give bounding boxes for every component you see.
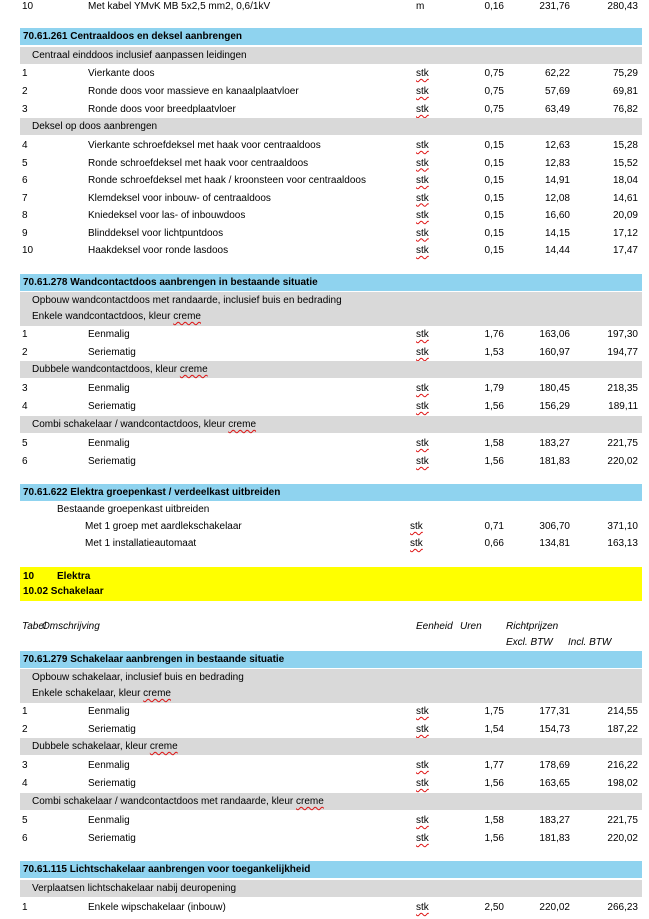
row-hours: 2,50 — [484, 902, 504, 913]
row-price-incl: 20,09 — [612, 210, 638, 221]
row-hours: 0,15 — [484, 175, 504, 186]
row-hours: 1,79 — [484, 383, 504, 394]
row-unit: stk — [416, 833, 429, 844]
row-description: Eenmalig — [88, 706, 130, 717]
row-price-excl: 14,44 — [544, 245, 570, 256]
row-price-incl: 18,04 — [612, 175, 638, 186]
row-description: Enkele wipschakelaar (inbouw) — [88, 902, 226, 913]
group-header-part: Dubbele schakelaar, kleur — [32, 741, 150, 752]
group-header-text — [32, 416, 256, 433]
table-row — [20, 137, 642, 154]
col-omschrijving: Omschrijving — [42, 621, 100, 632]
row-hours: 0,75 — [484, 86, 504, 97]
row-description: Blinddeksel voor lichtpuntdoos — [88, 227, 224, 239]
row-hours: 1,53 — [484, 347, 504, 358]
row-hours: 1,56 — [484, 456, 504, 467]
col-uren: Uren — [460, 621, 482, 632]
group-header — [20, 361, 642, 378]
row-price-excl: 63,49 — [544, 104, 570, 115]
row-unit: stk — [416, 104, 429, 115]
row-description: Haakdeksel voor ronde lasdoos — [88, 245, 229, 256]
table-row — [20, 101, 642, 118]
row-description: Met 1 installatieautomaat — [85, 538, 197, 549]
row-price-incl: 197,30 — [607, 329, 638, 340]
row-hours: 0,15 — [484, 192, 504, 204]
row-number: 6 — [22, 833, 28, 844]
row-price-incl: 17,47 — [612, 245, 638, 256]
row-unit: stk — [410, 521, 423, 532]
row-price-incl: 163,13 — [607, 538, 638, 549]
row-number: 8 — [22, 210, 28, 221]
group-header-text — [32, 738, 178, 755]
row-unit: stk — [416, 329, 429, 340]
row-price-excl: 181,83 — [539, 456, 570, 467]
row-price-excl: 12,08 — [544, 192, 570, 204]
group-header-text — [32, 793, 324, 810]
row-number: 7 — [22, 192, 28, 204]
row-number: 6 — [22, 456, 28, 467]
table-row — [20, 757, 642, 774]
section-title — [20, 861, 642, 878]
row-unit: stk — [416, 227, 429, 239]
row-price-incl: 216,22 — [607, 760, 638, 771]
row-unit: stk — [416, 438, 429, 449]
row-unit: m — [416, 1, 425, 12]
row-number: 1 — [22, 706, 28, 717]
group-header-text — [32, 308, 201, 325]
section-title-text: 70.61.278 Wandcontactdoos aanbrengen in bestaande situatie — [23, 277, 318, 288]
row-description: Ronde doos voor breedplaatvloer — [88, 104, 236, 115]
group-header — [20, 501, 642, 518]
spellcheck-word: creme — [228, 419, 257, 430]
row-unit: stk — [416, 68, 429, 79]
row-description: Eenmalig — [88, 329, 130, 340]
table-row — [20, 0, 642, 15]
group-header-part: Combi schakelaar / wandcontactdoos met randaarde, kleur — [32, 796, 297, 807]
row-description: Eenmalig — [88, 815, 130, 826]
column-header — [20, 620, 642, 650]
row-description: Kniedeksel voor las- of inbouwdoos — [88, 210, 246, 221]
section-title — [20, 274, 642, 291]
table-row — [20, 435, 642, 452]
row-description: Met 1 groep met aardlekschakelaar — [85, 521, 242, 532]
row-number: 4 — [22, 778, 28, 789]
col-incl-btw: Incl. BTW — [568, 637, 612, 648]
row-price-incl: 220,02 — [607, 456, 638, 467]
row-unit: stk — [416, 175, 429, 186]
row-price-excl: 163,06 — [539, 329, 570, 340]
spellcheck-word: creme — [296, 796, 324, 807]
col-richtprijzen: Richtprijzen — [506, 621, 559, 632]
table-row — [20, 344, 642, 361]
row-description: Eenmalig — [88, 760, 130, 771]
row-unit: stk — [416, 192, 429, 204]
row-price-excl: 154,73 — [539, 724, 570, 735]
row-price-excl: 12,63 — [544, 140, 570, 151]
row-unit: stk — [416, 245, 429, 256]
row-unit: stk — [416, 902, 429, 913]
table-row — [20, 398, 642, 415]
row-hours: 0,75 — [484, 68, 504, 79]
row-hours: 0,71 — [484, 521, 504, 532]
table-row — [20, 190, 642, 207]
row-description: Seriematig — [88, 347, 136, 358]
table-row — [20, 721, 642, 738]
row-price-incl: 69,81 — [612, 86, 638, 97]
row-price-incl: 187,22 — [607, 724, 638, 735]
table-row — [20, 703, 642, 720]
row-price-excl: 160,97 — [539, 347, 570, 358]
row-unit: stk — [416, 815, 429, 826]
table-row — [20, 326, 642, 343]
row-hours: 0,15 — [484, 227, 504, 239]
group-header-text: Bestaande groepenkast uitbreiden — [57, 504, 210, 515]
row-price-excl: 178,69 — [539, 760, 570, 771]
table-row — [20, 380, 642, 397]
row-hours: 0,66 — [484, 538, 504, 549]
row-hours: 1,76 — [484, 329, 504, 340]
table-row — [20, 775, 642, 792]
row-number: 6 — [22, 175, 28, 186]
row-unit: stk — [416, 140, 429, 151]
table-row — [20, 65, 642, 82]
group-header — [20, 292, 642, 326]
table-row — [20, 172, 642, 189]
row-description: Ronde schroefdeksel met haak voor centraaldoos — [88, 157, 309, 169]
row-price-excl: 183,27 — [539, 815, 570, 826]
spellcheck-word: creme — [173, 311, 201, 322]
row-hours: 0,15 — [484, 245, 504, 256]
group-header-text — [32, 685, 171, 702]
row-unit: stk — [416, 456, 429, 467]
spellcheck-word: creme — [149, 741, 178, 752]
row-price-incl: 280,43 — [607, 1, 638, 12]
chapter-number: 10 — [23, 571, 35, 582]
group-header — [20, 880, 642, 897]
row-price-incl: 76,82 — [612, 104, 638, 115]
row-number: 3 — [22, 104, 28, 115]
spellcheck-word: creme — [143, 688, 171, 699]
row-price-incl: 218,35 — [607, 383, 638, 394]
col-excl-btw: Excl. BTW — [506, 637, 553, 648]
row-unit: stk — [416, 778, 429, 789]
row-hours: 0,75 — [484, 104, 504, 115]
row-description: Seriematig — [88, 833, 136, 844]
group-header-text: Opbouw wandcontactdoos met randaarde, inclusief buis en bedrading — [32, 295, 342, 306]
group-header — [20, 669, 642, 703]
row-price-excl: 12,83 — [544, 157, 570, 169]
row-unit: stk — [416, 86, 429, 97]
row-price-incl: 371,10 — [607, 521, 638, 532]
section-title — [20, 28, 642, 45]
row-number: 1 — [22, 68, 28, 79]
row-price-incl: 189,11 — [608, 401, 638, 412]
row-hours: 0,15 — [484, 210, 504, 221]
chapter-subtitle: 10.02 Schakelaar — [23, 586, 104, 597]
group-header-part: Enkele wandcontactdoos, kleur — [32, 311, 174, 322]
row-number: 3 — [22, 383, 28, 394]
row-hours: 1,56 — [484, 401, 504, 412]
row-price-excl: 306,70 — [539, 521, 570, 532]
group-header — [20, 47, 642, 64]
row-price-incl: 15,52 — [612, 157, 638, 169]
row-price-excl: 156,29 — [539, 401, 570, 412]
row-price-incl: 194,77 — [607, 347, 638, 358]
table-row — [20, 83, 642, 100]
row-price-excl: 231,76 — [539, 1, 570, 12]
row-hours: 1,56 — [484, 778, 504, 789]
row-description: Ronde schroefdeksel met haak / kroonsteen voor centraaldoos — [88, 175, 366, 186]
section-title-text: 70.61.115 Lichtschakelaar aanbrengen voor toegankelijkheid — [23, 864, 311, 875]
row-number: 9 — [22, 227, 28, 239]
row-number: 5 — [22, 438, 28, 449]
row-number: 2 — [22, 724, 28, 735]
row-description: Seriematig — [88, 724, 136, 735]
row-hours: 0,15 — [484, 140, 504, 151]
spellcheck-word: creme — [179, 364, 208, 375]
row-price-excl: 16,60 — [544, 210, 570, 221]
group-header-text: Deksel op doos aanbrengen — [32, 121, 158, 132]
group-header-text: Opbouw schakelaar, inclusief buis en bedrading — [32, 672, 244, 683]
row-unit: stk — [416, 157, 429, 169]
table-row — [20, 518, 642, 535]
table-row — [20, 207, 642, 224]
row-number: 1 — [22, 902, 28, 913]
row-number: 5 — [22, 157, 28, 169]
row-price-incl: 214,55 — [607, 706, 638, 717]
row-price-incl: 220,02 — [607, 833, 638, 844]
row-price-incl: 221,75 — [607, 438, 638, 449]
row-number: 4 — [22, 401, 28, 412]
row-description: Met kabel YMvK MB 5x2,5 mm2, 0,6/1kV — [88, 1, 271, 12]
section-title — [20, 484, 642, 501]
row-unit: stk — [416, 706, 429, 717]
group-header-part: Dubbele wandcontactdoos, kleur — [32, 364, 180, 375]
row-number: 1 — [22, 329, 28, 340]
row-hours: 1,54 — [484, 724, 504, 735]
table-row — [20, 830, 642, 847]
row-price-incl: 266,23 — [607, 902, 638, 913]
row-number: 3 — [22, 760, 28, 771]
row-price-excl: 62,22 — [544, 68, 570, 79]
table-row — [20, 225, 642, 242]
row-unit: stk — [416, 347, 429, 358]
row-description: Seriematig — [88, 778, 136, 789]
group-header — [20, 738, 642, 755]
table-row — [20, 535, 642, 552]
row-description: Eenmalig — [88, 383, 130, 394]
row-description: Seriematig — [88, 401, 136, 412]
row-price-excl: 163,65 — [539, 778, 570, 789]
row-number: 2 — [22, 86, 28, 97]
chapter-band — [20, 567, 642, 601]
row-price-incl: 198,02 — [607, 778, 638, 789]
table-row — [20, 899, 642, 916]
table-row — [20, 812, 642, 829]
row-price-excl: 183,27 — [539, 438, 570, 449]
table-row — [20, 155, 642, 172]
row-number: 2 — [22, 347, 28, 358]
row-price-incl: 15,28 — [612, 140, 638, 151]
row-price-excl: 57,69 — [544, 86, 570, 97]
group-header-text: Centraal einddoos inclusief aanpassen leidingen — [32, 50, 247, 61]
group-header — [20, 118, 642, 135]
row-price-excl: 134,81 — [539, 538, 570, 549]
row-hours: 1,56 — [484, 833, 504, 844]
col-eenheid: Eenheid — [416, 621, 453, 632]
row-price-incl: 75,29 — [612, 68, 638, 79]
row-hours: 1,58 — [484, 815, 504, 826]
section-title-text: 70.61.622 Elektra groepenkast / verdeelkast uitbreiden — [23, 487, 281, 498]
row-price-incl: 17,12 — [612, 227, 638, 239]
row-price-excl: 220,02 — [539, 902, 570, 913]
row-number: 5 — [22, 815, 28, 826]
row-description: Seriematig — [88, 456, 136, 467]
row-price-excl: 177,31 — [539, 706, 570, 717]
group-header-text: Verplaatsen lichtschakelaar nabij deuropening — [32, 883, 237, 894]
row-price-incl: 14,61 — [612, 192, 638, 204]
row-unit: stk — [416, 210, 429, 221]
row-number: 4 — [22, 140, 28, 151]
row-price-excl: 14,91 — [544, 175, 570, 186]
section-title-text: 70.61.279 Schakelaar aanbrengen in bestaande situatie — [23, 654, 285, 665]
group-header-part: Enkele schakelaar, kleur — [32, 688, 144, 699]
table-row — [20, 242, 642, 259]
group-header-part: Combi schakelaar / wandcontactdoos, kleur — [32, 419, 229, 430]
row-description: Vierkante doos — [88, 68, 155, 79]
row-description: Klemdeksel voor inbouw- of centraaldoos — [88, 192, 271, 204]
row-unit: stk — [416, 383, 429, 394]
group-header — [20, 793, 642, 810]
row-price-excl: 14,15 — [544, 227, 570, 239]
row-price-excl: 180,45 — [539, 383, 570, 394]
row-hours: 0,16 — [484, 1, 504, 12]
row-price-excl: 181,83 — [539, 833, 570, 844]
group-header-text — [32, 361, 208, 378]
group-header — [20, 416, 642, 433]
row-number: 10 — [22, 245, 34, 256]
row-description: Eenmalig — [88, 438, 130, 449]
section-title-text: 70.61.261 Centraaldoos en deksel aanbrengen — [23, 31, 242, 42]
row-unit: stk — [410, 538, 423, 549]
row-description: Ronde doos voor massieve en kanaalplaatvloer — [88, 86, 299, 97]
row-hours: 1,75 — [484, 706, 504, 717]
col-tabel: Tabel — [22, 621, 47, 632]
row-unit: stk — [416, 760, 429, 771]
row-hours: 1,77 — [484, 760, 504, 771]
row-unit: stk — [416, 401, 429, 412]
row-price-incl: 221,75 — [607, 815, 638, 826]
section-title — [20, 651, 642, 668]
row-unit: stk — [416, 724, 429, 735]
row-description: Vierkante schroefdeksel met haak voor centraaldoos — [88, 140, 321, 151]
row-hours: 1,58 — [484, 438, 504, 449]
table-row — [20, 453, 642, 470]
row-number: 10 — [22, 1, 34, 12]
row-hours: 0,15 — [484, 157, 504, 169]
chapter-name: Elektra — [57, 571, 91, 582]
